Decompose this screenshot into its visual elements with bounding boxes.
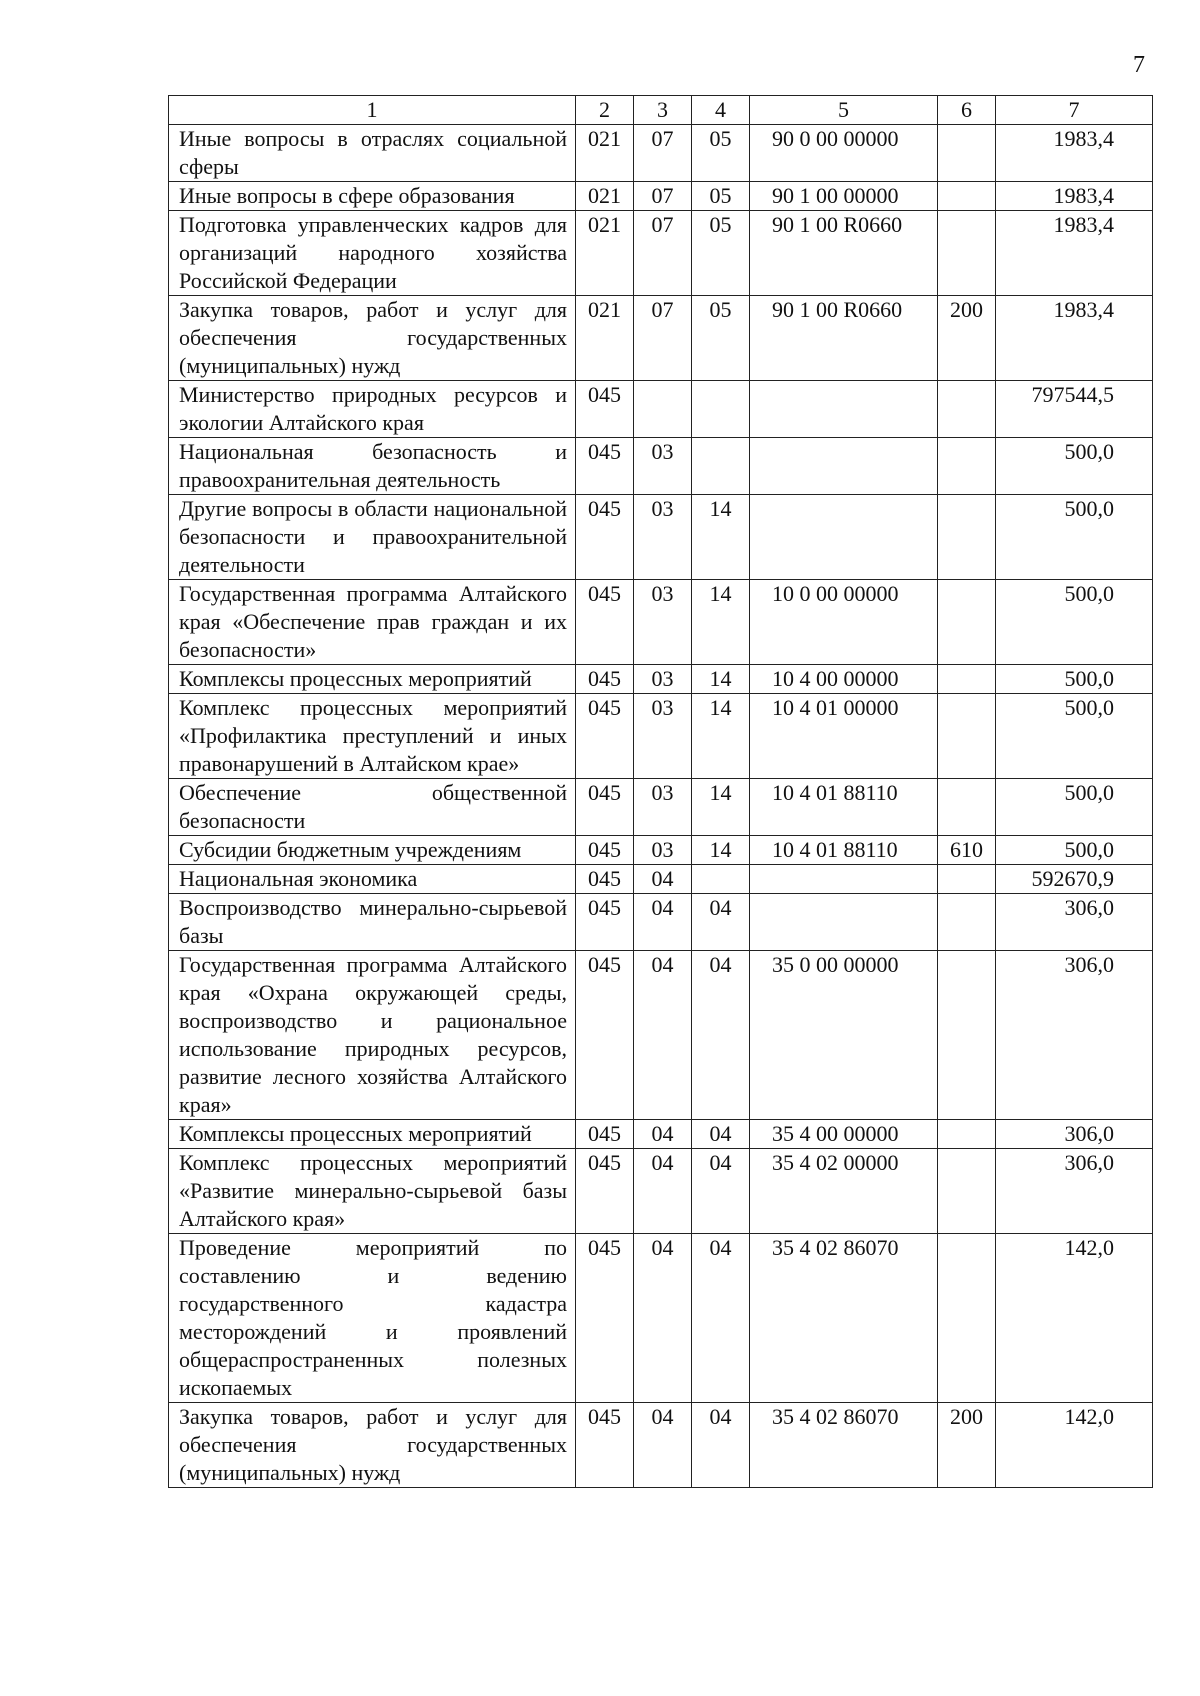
expense-type-code xyxy=(938,182,996,211)
budget-item-name: Национальная экономика xyxy=(169,865,576,894)
table-row xyxy=(169,182,1153,211)
ministry-code: 045 xyxy=(576,580,634,665)
expense-type-code xyxy=(938,381,996,438)
section-code: 07 xyxy=(634,125,692,182)
budget-item-name: Проведение мероприятий по составлению и ведению государственного кадастра месторождений и проявлений общераспространенных полезных ископаемых xyxy=(169,1234,576,1403)
ministry-code: 045 xyxy=(576,836,634,865)
budget-item-name: Государственная программа Алтайского края «Охрана окружающей среды, воспроизводство и рациональное использование природных ресурсов, развитие лесного хозяйства Алтайского края» xyxy=(169,951,576,1120)
amount: 500,0 xyxy=(996,438,1153,495)
ministry-code: 021 xyxy=(576,182,634,211)
amount: 142,0 xyxy=(996,1403,1153,1488)
column-header: 4 xyxy=(692,96,750,125)
table-row xyxy=(169,894,1153,951)
target-article-code: 10 0 00 00000 xyxy=(750,580,938,665)
expense-type-code xyxy=(938,211,996,296)
section-code: 04 xyxy=(634,1149,692,1234)
amount: 500,0 xyxy=(996,836,1153,865)
budget-item-name: Комплекс процессных мероприятий «Профилактика преступлений и иных правонарушений в Алтайском крае» xyxy=(169,694,576,779)
column-header: 5 xyxy=(750,96,938,125)
section-code: 07 xyxy=(634,182,692,211)
target-article-code: 35 4 02 00000 xyxy=(750,1149,938,1234)
table-row xyxy=(169,381,1153,438)
table-row xyxy=(169,1234,1153,1403)
target-article-code: 10 4 01 88110 xyxy=(750,836,938,865)
amount: 1983,4 xyxy=(996,211,1153,296)
target-article-code: 10 4 01 88110 xyxy=(750,779,938,836)
amount: 306,0 xyxy=(996,1120,1153,1149)
expense-type-code: 610 xyxy=(938,836,996,865)
section-code: 03 xyxy=(634,580,692,665)
ministry-code: 045 xyxy=(576,381,634,438)
table-row xyxy=(169,125,1153,182)
section-code: 04 xyxy=(634,951,692,1120)
section-code: 04 xyxy=(634,1120,692,1149)
target-article-code: 90 1 00 R0660 xyxy=(750,296,938,381)
column-header: 2 xyxy=(576,96,634,125)
section-code: 07 xyxy=(634,296,692,381)
table-row xyxy=(169,665,1153,694)
subsection-code: 14 xyxy=(692,580,750,665)
target-article-code: 10 4 01 00000 xyxy=(750,694,938,779)
column-header: 3 xyxy=(634,96,692,125)
budget-item-name: Министерство природных ресурсов и экологии Алтайского края xyxy=(169,381,576,438)
table-row xyxy=(169,1403,1153,1488)
section-code: 04 xyxy=(634,1234,692,1403)
subsection-code: 04 xyxy=(692,1149,750,1234)
table-row xyxy=(169,865,1153,894)
budget-item-name: Национальная безопасность и правоохранительная деятельность xyxy=(169,438,576,495)
table-row xyxy=(169,694,1153,779)
ministry-code: 045 xyxy=(576,1120,634,1149)
budget-item-name: Иные вопросы в отраслях социальной сферы xyxy=(169,125,576,182)
section-code xyxy=(634,381,692,438)
target-article-code xyxy=(750,894,938,951)
ministry-code: 045 xyxy=(576,665,634,694)
section-code: 03 xyxy=(634,779,692,836)
expense-type-code xyxy=(938,495,996,580)
section-code: 04 xyxy=(634,865,692,894)
expense-type-code xyxy=(938,580,996,665)
budget-item-name: Комплексы процессных мероприятий xyxy=(169,665,576,694)
table-row xyxy=(169,211,1153,296)
budget-item-name: Обеспечение общественной безопасности xyxy=(169,779,576,836)
column-header: 1 xyxy=(169,96,576,125)
amount: 500,0 xyxy=(996,495,1153,580)
ministry-code: 021 xyxy=(576,211,634,296)
ministry-code: 045 xyxy=(576,1403,634,1488)
subsection-code: 05 xyxy=(692,211,750,296)
budget-item-name: Другие вопросы в области национальной безопасности и правоохранительной деятельности xyxy=(169,495,576,580)
subsection-code: 14 xyxy=(692,495,750,580)
target-article-code: 90 1 00 R0660 xyxy=(750,211,938,296)
amount: 306,0 xyxy=(996,894,1153,951)
amount: 306,0 xyxy=(996,951,1153,1120)
expense-type-code xyxy=(938,1120,996,1149)
table-row xyxy=(169,779,1153,836)
section-code: 03 xyxy=(634,694,692,779)
budget-item-name: Комплекс процессных мероприятий «Развитие минерально-сырьевой базы Алтайского края» xyxy=(169,1149,576,1234)
amount: 500,0 xyxy=(996,580,1153,665)
budget-item-name: Подготовка управленческих кадров для организаций народного хозяйства Российской Федерации xyxy=(169,211,576,296)
subsection-code: 05 xyxy=(692,125,750,182)
target-article-code: 90 1 00 00000 xyxy=(750,182,938,211)
amount: 1983,4 xyxy=(996,182,1153,211)
expense-type-code xyxy=(938,125,996,182)
subsection-code xyxy=(692,438,750,495)
target-article-code: 10 4 00 00000 xyxy=(750,665,938,694)
expense-type-code xyxy=(938,894,996,951)
subsection-code: 04 xyxy=(692,1403,750,1488)
expense-type-code xyxy=(938,665,996,694)
section-code: 03 xyxy=(634,495,692,580)
expense-type-code xyxy=(938,1149,996,1234)
ministry-code: 045 xyxy=(576,694,634,779)
target-article-code: 35 0 00 00000 xyxy=(750,951,938,1120)
target-article-code xyxy=(750,865,938,894)
subsection-code: 04 xyxy=(692,894,750,951)
expense-type-code xyxy=(938,694,996,779)
table-row xyxy=(169,951,1153,1120)
subsection-code: 14 xyxy=(692,836,750,865)
subsection-code: 14 xyxy=(692,779,750,836)
budget-item-name: Воспроизводство минерально-сырьевой базы xyxy=(169,894,576,951)
budget-item-name: Комплексы процессных мероприятий xyxy=(169,1120,576,1149)
target-article-code: 35 4 00 00000 xyxy=(750,1120,938,1149)
budget-item-name: Государственная программа Алтайского края «Обеспечение прав граждан и их безопасности» xyxy=(169,580,576,665)
budget-table xyxy=(168,95,1153,1488)
ministry-code: 021 xyxy=(576,125,634,182)
header-row xyxy=(169,96,1153,125)
section-code: 03 xyxy=(634,665,692,694)
expense-type-code xyxy=(938,951,996,1120)
table-row xyxy=(169,580,1153,665)
subsection-code xyxy=(692,865,750,894)
ministry-code: 045 xyxy=(576,1149,634,1234)
subsection-code: 14 xyxy=(692,694,750,779)
table-row xyxy=(169,1120,1153,1149)
amount: 1983,4 xyxy=(996,296,1153,381)
target-article-code: 90 0 00 00000 xyxy=(750,125,938,182)
expense-type-code: 200 xyxy=(938,296,996,381)
table-row xyxy=(169,438,1153,495)
ministry-code: 021 xyxy=(576,296,634,381)
amount: 500,0 xyxy=(996,779,1153,836)
amount: 500,0 xyxy=(996,665,1153,694)
budget-item-name: Субсидии бюджетным учреждениям xyxy=(169,836,576,865)
target-article-code xyxy=(750,438,938,495)
budget-item-name: Закупка товаров, работ и услуг для обеспечения государственных (муниципальных) нужд xyxy=(169,296,576,381)
amount: 500,0 xyxy=(996,694,1153,779)
subsection-code: 14 xyxy=(692,665,750,694)
expense-type-code: 200 xyxy=(938,1403,996,1488)
section-code: 04 xyxy=(634,1403,692,1488)
amount: 797544,5 xyxy=(996,381,1153,438)
ministry-code: 045 xyxy=(576,865,634,894)
subsection-code: 04 xyxy=(692,1234,750,1403)
section-code: 04 xyxy=(634,894,692,951)
budget-item-name: Закупка товаров, работ и услуг для обеспечения государственных (муниципальных) нужд xyxy=(169,1403,576,1488)
table-row xyxy=(169,495,1153,580)
ministry-code: 045 xyxy=(576,779,634,836)
expense-type-code xyxy=(938,779,996,836)
target-article-code xyxy=(750,495,938,580)
target-article-code: 35 4 02 86070 xyxy=(750,1234,938,1403)
ministry-code: 045 xyxy=(576,951,634,1120)
section-code: 03 xyxy=(634,438,692,495)
table-row xyxy=(169,296,1153,381)
subsection-code: 05 xyxy=(692,182,750,211)
expense-type-code xyxy=(938,865,996,894)
table-row xyxy=(169,836,1153,865)
section-code: 07 xyxy=(634,211,692,296)
subsection-code: 04 xyxy=(692,951,750,1120)
ministry-code: 045 xyxy=(576,438,634,495)
ministry-code: 045 xyxy=(576,894,634,951)
budget-item-name: Иные вопросы в сфере образования xyxy=(169,182,576,211)
page-number: 7 xyxy=(1133,52,1145,78)
target-article-code xyxy=(750,381,938,438)
ministry-code: 045 xyxy=(576,495,634,580)
column-header: 6 xyxy=(938,96,996,125)
expense-type-code xyxy=(938,438,996,495)
amount: 142,0 xyxy=(996,1234,1153,1403)
expense-type-code xyxy=(938,1234,996,1403)
target-article-code: 35 4 02 86070 xyxy=(750,1403,938,1488)
subsection-code: 04 xyxy=(692,1120,750,1149)
section-code: 03 xyxy=(634,836,692,865)
subsection-code xyxy=(692,381,750,438)
amount: 1983,4 xyxy=(996,125,1153,182)
amount: 592670,9 xyxy=(996,865,1153,894)
ministry-code: 045 xyxy=(576,1234,634,1403)
table-row xyxy=(169,1149,1153,1234)
subsection-code: 05 xyxy=(692,296,750,381)
amount: 306,0 xyxy=(996,1149,1153,1234)
column-header: 7 xyxy=(996,96,1153,125)
